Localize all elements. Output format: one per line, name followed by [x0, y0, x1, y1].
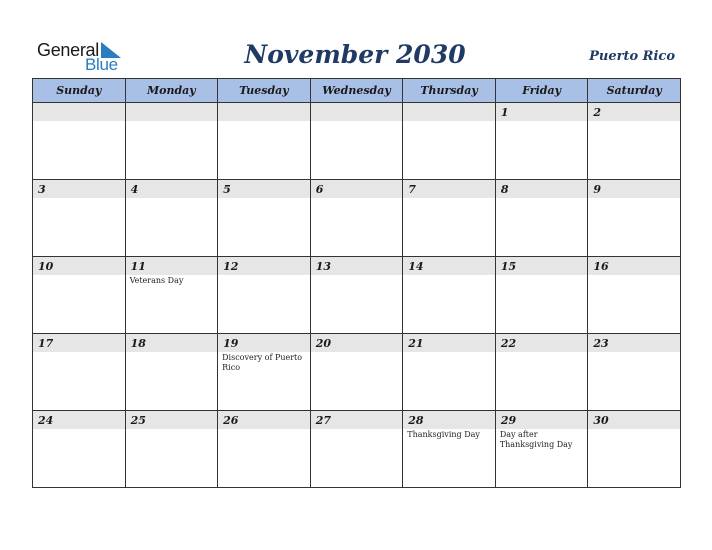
weekday-header: Wednesday	[310, 79, 403, 103]
day-number: 27	[315, 414, 331, 427]
day-cell	[33, 103, 126, 180]
day-number-bar	[126, 180, 218, 198]
holiday-label	[496, 121, 588, 122]
holiday-label	[311, 429, 403, 430]
week-row	[33, 411, 681, 488]
day-cell	[218, 180, 311, 257]
day-number-bar	[496, 103, 588, 121]
day-cell	[33, 257, 126, 334]
day-number: 26	[223, 414, 239, 427]
day-number-bar	[126, 257, 218, 275]
weekday-header: Thursday	[403, 79, 496, 103]
logo	[37, 38, 137, 74]
day-number-bar	[218, 257, 310, 275]
day-number-bar	[218, 180, 310, 198]
day-number: 18	[130, 337, 146, 350]
day-number: 17	[38, 337, 54, 350]
holiday-label	[33, 275, 125, 276]
day-number-bar	[33, 180, 125, 198]
day-number: 25	[130, 414, 146, 427]
week-row	[33, 180, 681, 257]
day-number-bar	[403, 180, 495, 198]
holiday-label	[496, 198, 588, 199]
day-number-bar	[496, 180, 588, 198]
day-cell	[33, 334, 126, 411]
holiday-label: Discovery of Puerto Rico	[222, 353, 303, 372]
day-number-bar	[126, 411, 218, 429]
holiday-label	[33, 198, 125, 199]
day-cell	[495, 103, 588, 180]
day-cell	[218, 103, 311, 180]
holiday-label	[33, 352, 125, 353]
day-number: 4	[130, 183, 139, 196]
day-number: 15	[500, 260, 517, 273]
weekday-header: Friday	[495, 79, 588, 103]
day-cell	[588, 180, 681, 257]
holiday-label	[218, 275, 310, 276]
day-number: 8	[500, 183, 509, 196]
day-number: 30	[593, 414, 609, 427]
day-number: 29	[500, 414, 517, 427]
day-number: 28	[408, 414, 424, 427]
day-number-bar	[588, 257, 680, 275]
day-cell	[310, 257, 403, 334]
day-number: 6	[315, 183, 324, 196]
day-cell	[588, 257, 681, 334]
holiday-label	[403, 198, 495, 199]
day-number: 12	[223, 260, 239, 273]
day-number: 3	[38, 183, 46, 196]
day-cell	[125, 257, 218, 334]
day-number-bar	[496, 411, 588, 429]
day-number-bar	[311, 103, 403, 121]
day-number: 9	[593, 183, 602, 196]
holiday-label	[403, 121, 495, 122]
holiday-label	[218, 198, 310, 199]
holiday-label	[33, 121, 125, 122]
day-number: 14	[408, 260, 424, 273]
day-cell	[125, 180, 218, 257]
day-number-bar	[218, 411, 310, 429]
day-number: 21	[408, 337, 424, 350]
day-number: 1	[500, 106, 509, 119]
day-number-bar	[126, 334, 218, 352]
day-number: 19	[223, 337, 239, 350]
day-cell	[588, 334, 681, 411]
week-row	[33, 334, 681, 411]
day-number-bar	[496, 257, 588, 275]
day-number-bar	[218, 334, 310, 352]
day-cell	[495, 334, 588, 411]
day-number-bar	[311, 334, 403, 352]
day-cell	[218, 334, 311, 411]
day-number-bar	[588, 180, 680, 198]
day-cell	[218, 411, 311, 488]
day-cell	[495, 180, 588, 257]
day-number-bar	[403, 334, 495, 352]
day-number-bar	[403, 257, 495, 275]
calendar-grid	[32, 78, 681, 488]
holiday-label	[588, 198, 680, 199]
day-number: 7	[408, 183, 416, 196]
day-number: 16	[593, 260, 609, 273]
day-number: 22	[500, 337, 517, 350]
holiday-label	[403, 352, 495, 353]
day-cell	[125, 411, 218, 488]
holiday-label	[496, 275, 588, 276]
day-cell	[33, 180, 126, 257]
day-cell	[403, 257, 496, 334]
region-label: Puerto Rico	[589, 49, 675, 64]
day-cell	[310, 334, 403, 411]
holiday-label: Veterans Day	[129, 276, 184, 285]
holiday-label: Day after Thanksgiving Day	[499, 430, 573, 449]
day-cell	[403, 180, 496, 257]
day-number-bar	[588, 411, 680, 429]
day-cell	[310, 411, 403, 488]
day-cell	[33, 411, 126, 488]
holiday-label	[218, 121, 310, 122]
calendar-title: November 2030	[244, 40, 466, 69]
day-number-bar	[496, 334, 588, 352]
day-number-bar	[33, 257, 125, 275]
day-cell	[403, 103, 496, 180]
day-cell	[588, 103, 681, 180]
weekday-header: Saturday	[588, 79, 681, 103]
day-number: 5	[223, 183, 231, 196]
day-number-bar	[403, 411, 495, 429]
day-number-bar	[311, 257, 403, 275]
holiday-label	[588, 275, 680, 276]
day-number-bar	[311, 411, 403, 429]
holiday-label	[588, 352, 680, 353]
day-number: 2	[593, 106, 602, 119]
holiday-label	[126, 121, 218, 122]
day-number: 13	[315, 260, 331, 273]
day-number: 23	[593, 337, 609, 350]
holiday-label	[311, 275, 403, 276]
day-number-bar	[311, 180, 403, 198]
holiday-label	[33, 429, 125, 430]
day-number: 24	[38, 414, 54, 427]
holiday-label	[496, 352, 588, 353]
day-cell	[495, 411, 588, 488]
day-cell	[310, 103, 403, 180]
day-number-bar	[33, 334, 125, 352]
logo-general-text: General	[37, 40, 99, 60]
day-cell	[403, 334, 496, 411]
day-cell	[125, 103, 218, 180]
holiday-label	[588, 121, 680, 122]
day-cell	[403, 411, 496, 488]
day-cell	[125, 334, 218, 411]
week-row	[33, 103, 681, 180]
holiday-label: Thanksgiving Day	[407, 430, 480, 439]
holiday-label	[311, 121, 403, 122]
day-number-bar	[403, 103, 495, 121]
holiday-label	[588, 429, 680, 430]
holiday-label	[218, 429, 310, 430]
weekday-header: Tuesday	[218, 79, 311, 103]
holiday-label	[126, 429, 218, 430]
day-cell	[495, 257, 588, 334]
day-number: 20	[315, 337, 331, 350]
holiday-label	[311, 198, 403, 199]
week-row	[33, 257, 681, 334]
holiday-label	[403, 275, 495, 276]
holiday-label	[126, 352, 218, 353]
day-number-bar	[33, 103, 125, 121]
day-number-bar	[33, 411, 125, 429]
holiday-label	[126, 198, 218, 199]
day-number: 11	[130, 260, 146, 273]
weekday-header: Monday	[125, 79, 218, 103]
day-cell	[588, 411, 681, 488]
day-number-bar	[588, 334, 680, 352]
day-number-bar	[126, 103, 218, 121]
day-number-bar	[218, 103, 310, 121]
weekday-header-row	[33, 79, 681, 103]
day-cell	[310, 180, 403, 257]
day-number-bar	[588, 103, 680, 121]
day-cell	[218, 257, 311, 334]
logo-blue-text: Blue	[85, 55, 118, 74]
holiday-label	[311, 352, 403, 353]
weekday-header: Sunday	[33, 79, 126, 103]
day-number: 10	[38, 260, 54, 273]
